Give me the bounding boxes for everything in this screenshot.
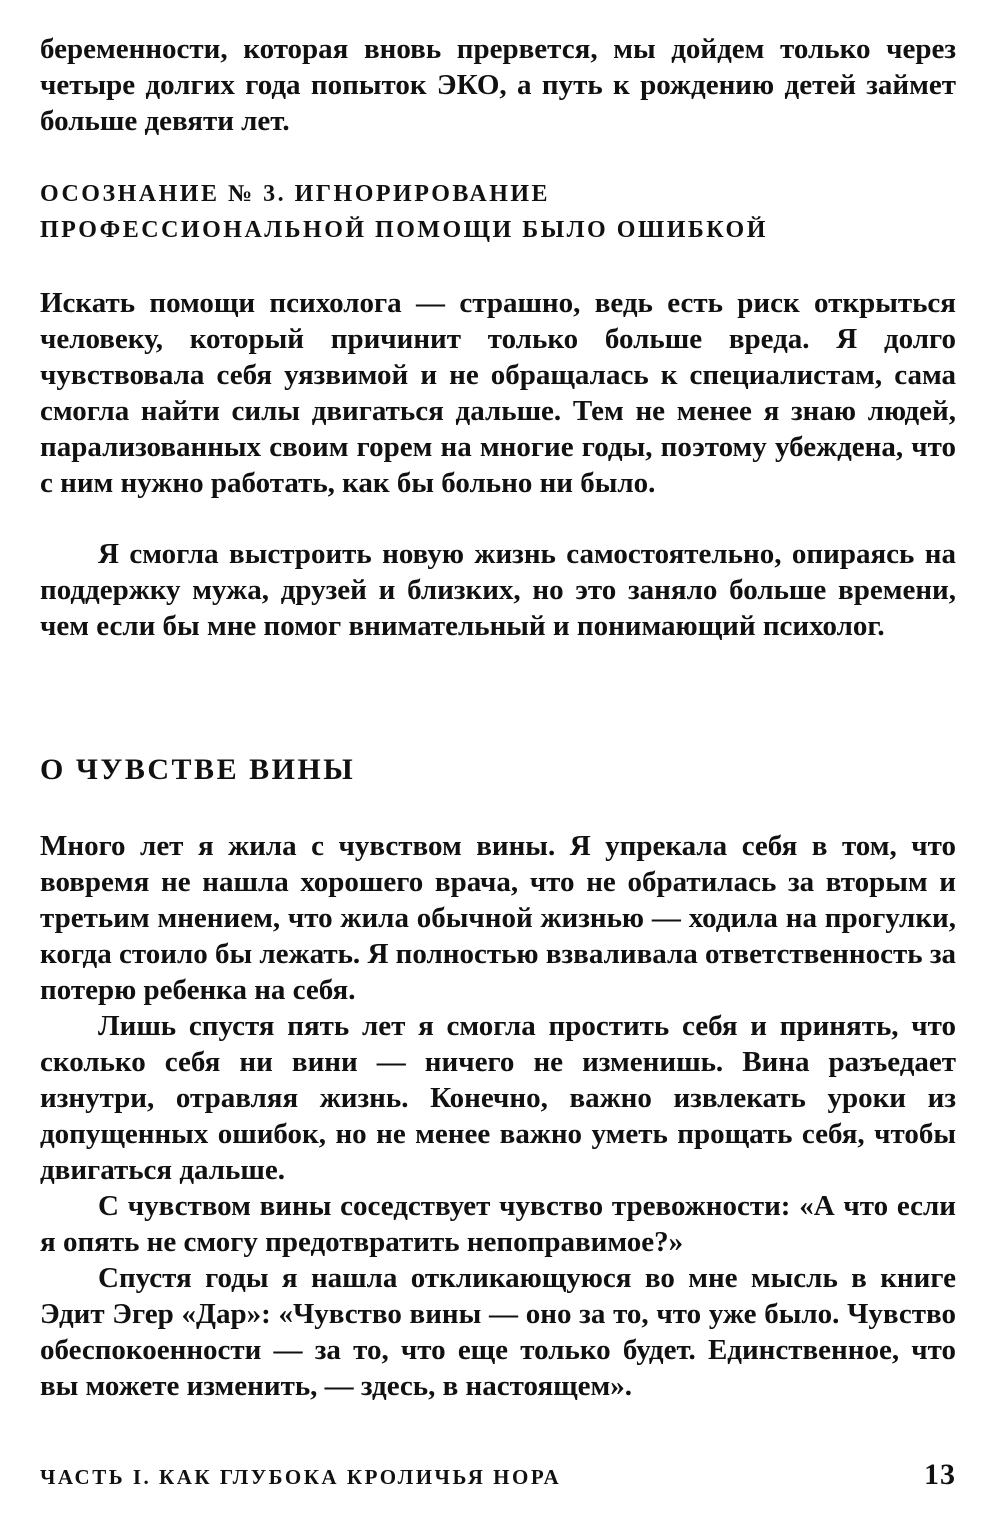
realization-heading [40,176,956,248]
paragraph-help-1: Искать помощи психолога — страшно, ведь есть риск открыться человеку, который причинит только больше вреда. Я долго чувствовала себя уязвимой и не обращалась к специалистам, сама смогла найти силы двигаться дальше. Тем не менее я знаю людей, парализованных своим горем на многие годы, поэтому убеждена, что с ним нужно работать, как бы больно ни было. [40,287,956,499]
paragraph-guilt-3: С чувством вины соседствует чувство тревожности: «А что если я опять не смогу предотвратить непоправимое?» [40,1190,956,1258]
page-footer [40,1458,956,1492]
book-page [40,0,956,1527]
paragraph-guilt-2: Лишь спустя пять лет я смогла простить себя и принять, что сколько себя ни вини — ничего не изменишь. Вина разъедает изнутри, отравляя жизнь. Конечно, важно извлекать уроки из допущенных ошибок, но не менее важно уметь прощать себя, чтобы двигаться дальше. [40,1010,956,1186]
paragraph-guilt-4: Спустя годы я нашла откликающуюся во мне мысль в книге Эдит Эгер «Дар»: «Чувство вины — оно за то, что уже было. Чувство обеспокоенности — за то, что еще только будет. Единственное, что вы можете изменить, — здесь, в настоящем». [40,1262,956,1402]
paragraph-help-2: Я смогла выстроить новую жизнь самостоятельно, опираясь на поддержку мужа, друзей и близких, но это заняло больше времени, чем если бы мне помог внимательный и понимающий психолог. [40,538,956,642]
realization-heading-line2: ПРОФЕССИОНАЛЬНОЙ ПОМОЩИ БЫЛО ОШИБКОЙ [40,217,768,243]
page-number: 13 [924,1458,956,1491]
section-title-guilt: О ЧУВСТВЕ ВИНЫ [40,753,356,786]
running-head: ЧАСТЬ I. КАК ГЛУБОКА КРОЛИЧЬЯ НОРА [40,1465,562,1489]
paragraph-guilt-1: Много лет я жила с чувством вины. Я упрекала себя в том, что вовремя не нашла хорошего врача, что не обратилась за вторым и третьим мнением, что жила обычной жизнью — ходила на прогулки, когда стоило бы лежать. Я полностью взваливала ответственность за потерю ребенка на себя. [40,830,956,1006]
paragraph-continuation: беременности, которая вновь прервется, мы дойдем только через четыре долгих года попыток ЭКО, а путь к рождению детей займет больше девяти лет. [40,33,956,137]
realization-heading-line1: ОСОЗНАНИЕ № 3. ИГНОРИРОВАНИЕ [40,181,551,207]
